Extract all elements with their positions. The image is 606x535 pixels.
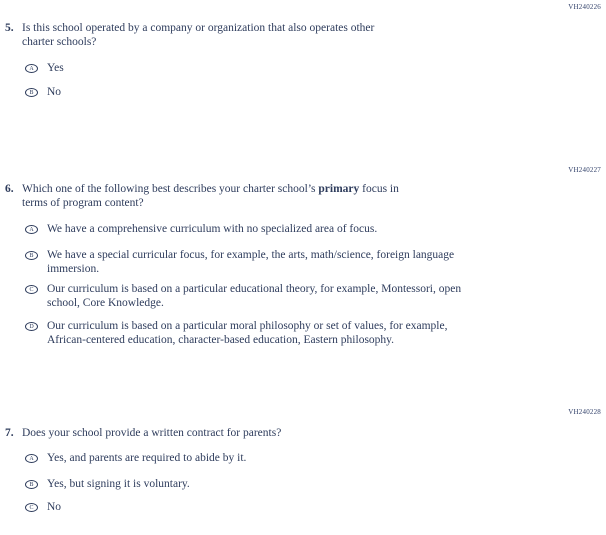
option-letter: A xyxy=(29,455,34,462)
answer-bubble-icon[interactable] xyxy=(25,454,38,463)
option-label: Our curriculum is based on a particular moral philosophy or set of values, for example, African-centered education, character-based education, Eastern philosophy. xyxy=(47,320,448,346)
question-6-section xyxy=(0,160,606,400)
option-letter: B xyxy=(29,252,34,259)
option-label: Yes, and parents are required to abide by it. xyxy=(47,452,247,464)
question-text-pre: Which one of the following best describes your charter school’s xyxy=(22,183,319,195)
question-number: 7. xyxy=(5,427,14,439)
answer-option[interactable] xyxy=(25,223,377,237)
option-letter: C xyxy=(29,504,34,511)
question-number: 6. xyxy=(5,183,14,195)
answer-bubble-icon[interactable] xyxy=(25,322,38,331)
answer-bubble-icon[interactable] xyxy=(25,88,38,97)
question-prompt xyxy=(5,427,537,441)
question-5-section xyxy=(0,0,606,160)
option-label: Yes xyxy=(47,62,64,74)
option-label: No xyxy=(47,501,62,513)
option-label: No xyxy=(47,86,62,98)
answer-bubble-icon[interactable] xyxy=(25,64,38,73)
answer-option[interactable] xyxy=(25,478,190,492)
question-prompt xyxy=(5,22,487,49)
answer-bubble-icon[interactable] xyxy=(25,251,38,260)
answer-bubble-icon[interactable] xyxy=(25,285,38,294)
question-text-post: focus in xyxy=(359,183,399,195)
option-label: We have a special curricular focus, for example, the arts, math/science, foreign language immersion. xyxy=(47,249,455,275)
question-text xyxy=(22,427,537,441)
answer-bubble-icon[interactable] xyxy=(25,480,38,489)
answer-option[interactable] xyxy=(25,320,447,347)
answer-option[interactable] xyxy=(25,283,461,310)
option-label: Our curriculum is based on a particular educational theory, for example, Montessori, open school, Core Knowledge. xyxy=(47,283,462,309)
question-code: VH240226 xyxy=(568,3,601,11)
question-7-section xyxy=(0,400,606,535)
question-number: 5. xyxy=(5,22,14,34)
question-code: VH240227 xyxy=(568,166,601,174)
question-text xyxy=(22,22,487,49)
question-code: VH240228 xyxy=(568,408,601,416)
option-letter: B xyxy=(29,89,34,96)
answer-option[interactable] xyxy=(25,86,61,100)
question-text-line2: terms of program content? xyxy=(22,196,144,209)
option-letter: D xyxy=(29,323,34,330)
question-prompt xyxy=(5,183,537,210)
answer-bubble-icon[interactable] xyxy=(25,225,38,234)
option-letter: A xyxy=(29,226,34,233)
answer-option[interactable] xyxy=(25,249,454,276)
question-text xyxy=(22,183,537,210)
option-label: We have a comprehensive curriculum with no specialized area of focus. xyxy=(47,223,378,235)
option-letter: B xyxy=(29,481,34,488)
option-letter: A xyxy=(29,65,34,72)
question-text-pre: Is this school operated by a company or organization that also operates other xyxy=(22,22,375,34)
answer-bubble-icon[interactable] xyxy=(25,503,38,512)
option-label: Yes, but signing it is voluntary. xyxy=(47,478,190,490)
answer-option[interactable] xyxy=(25,62,64,76)
question-text-pre: Does your school provide a written contract for parents? xyxy=(22,427,282,439)
question-text-bold: primary xyxy=(318,183,360,195)
question-text-line2: charter schools? xyxy=(22,35,97,48)
answer-option[interactable] xyxy=(25,501,61,515)
answer-option[interactable] xyxy=(25,452,246,466)
option-letter: C xyxy=(29,286,34,293)
